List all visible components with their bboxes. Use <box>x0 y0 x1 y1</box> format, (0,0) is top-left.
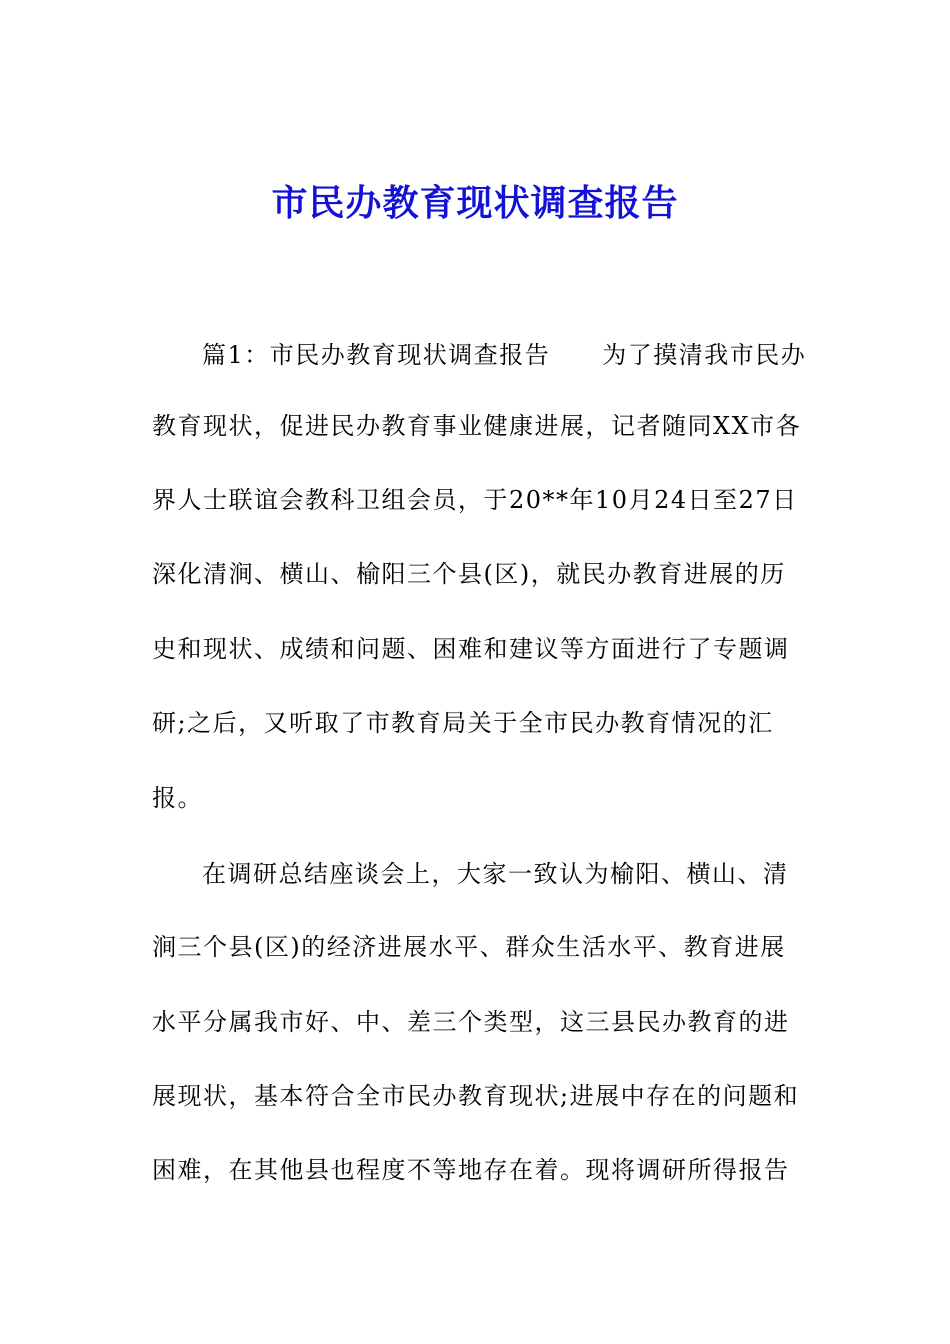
paragraph-2-line-4: 展现状，基本符合全市民办教育现状;进展中存在的问题和 <box>152 1082 800 1110</box>
paragraph-1-lead: 篇1：市民办教育现状调查报告 <box>202 341 551 369</box>
paragraph-1-line-3: 界人士联谊会教科卫组会员，于20**年10月24日至27日 <box>152 486 798 514</box>
paragraph-1-line-1 <box>202 337 862 373</box>
paragraph-1-line-6: 研;之后，又听取了市教育局关于全市民办教育情况的汇 <box>152 709 774 737</box>
paragraph-2-line-5: 困难，在其他县也程度不等地存在着。现将调研所得报告 <box>152 1156 790 1184</box>
paragraph-1-line-1-text: 为了摸清我市民办 <box>602 341 807 369</box>
paragraph-1-line-5: 史和现状、成绩和问题、困难和建议等方面进行了专题调 <box>152 635 790 663</box>
paragraph-2-line-3: 水平分属我市好、中、差三个类型，这三县民办教育的进 <box>152 1008 790 1036</box>
paragraph-2-line-1: 在调研总结座谈会上，大家一致认为榆阳、横山、清 <box>202 860 789 888</box>
paragraph-1-line-4: 深化清涧、横山、榆阳三个县(区)，就民办教育进展的历 <box>152 560 786 588</box>
document-title: 市民办教育现状调查报告 <box>271 182 679 224</box>
paragraph-2-line-2: 涧三个县(区)的经济进展水平、群众生活水平、教育进展 <box>152 933 786 961</box>
paragraph-1-line-2: 教育现状，促进民办教育事业健康进展，记者随同XX市各 <box>152 412 802 440</box>
paragraph-1-line-7: 报。 <box>152 784 203 812</box>
